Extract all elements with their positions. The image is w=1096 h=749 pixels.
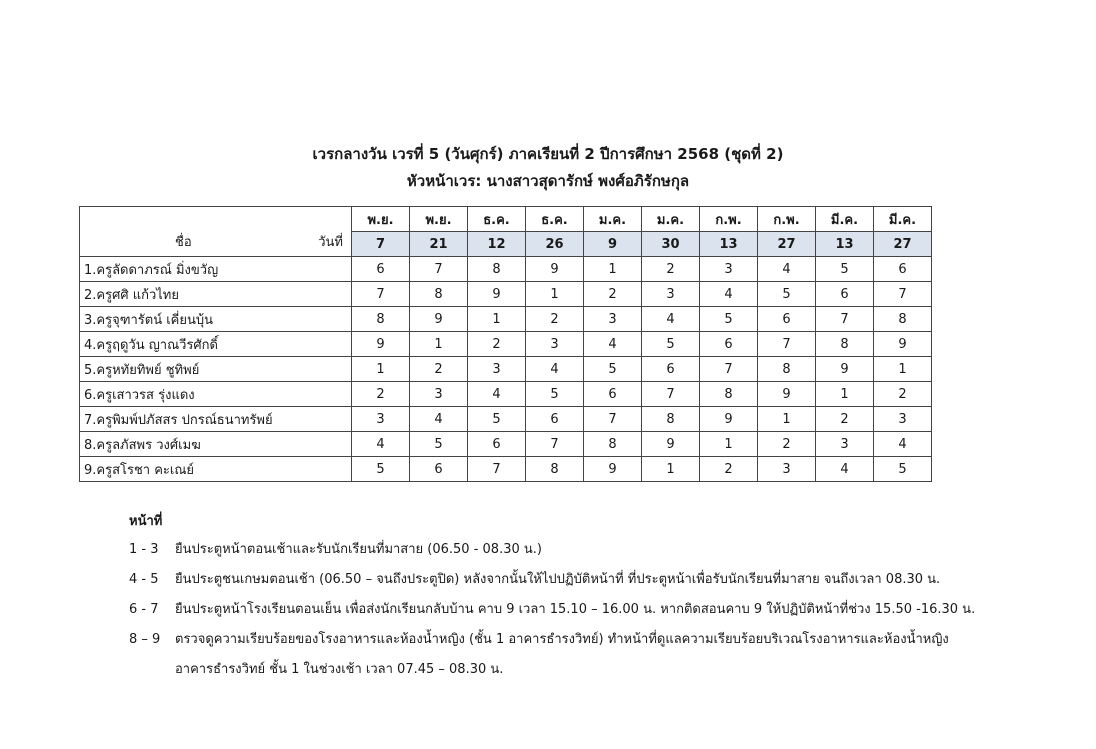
duty-number-cell: 8 <box>816 332 874 357</box>
duty-number-cell: 1 <box>642 457 700 482</box>
day-header: 7 <box>352 232 410 257</box>
month-header: ธ.ค. <box>468 207 526 232</box>
day-header: 27 <box>874 232 932 257</box>
duty-number-cell: 8 <box>468 257 526 282</box>
teacher-name-cell: 8.ครูลภัสพร วงศ์เมฆ <box>80 432 352 457</box>
duty-number-cell: 9 <box>352 332 410 357</box>
day-column-label: วันที่ <box>318 235 343 250</box>
duty-number-cell: 3 <box>642 282 700 307</box>
duty-number-cell: 5 <box>700 307 758 332</box>
day-header: 27 <box>758 232 816 257</box>
duty-number-cell: 5 <box>410 432 468 457</box>
duty-number-cell: 6 <box>700 332 758 357</box>
duty-number-cell: 9 <box>642 432 700 457</box>
duty-number-cell: 1 <box>874 357 932 382</box>
duty-number-cell: 9 <box>468 282 526 307</box>
duty-number-cell: 7 <box>468 457 526 482</box>
teacher-name-cell: 3.ครูจุฑารัตน์ เคี่ยนบุ้น <box>80 307 352 332</box>
duty-item <box>129 632 975 648</box>
duty-text: ยืนประตูชนเกษมตอนเช้า (06.50 – จนถึงประตูปิด) หลังจากนั้นให้ไปปฏิบัติหน้าที่ ที่ประตูหน้าเพื่อรับนักเรียนที่มาสาย จนถึงเวลา 08.30 น. <box>175 572 941 587</box>
teacher-name-cell: 1.ครูลัดดาภรณ์ มิ่งขวัญ <box>80 257 352 282</box>
duty-range: 6 - 7 <box>129 602 159 617</box>
duty-number-cell: 3 <box>758 457 816 482</box>
duty-number-cell: 2 <box>526 307 584 332</box>
duty-number-cell: 5 <box>816 257 874 282</box>
duty-number-cell: 4 <box>410 407 468 432</box>
duty-text: ยืนประตูหน้าโรงเรียนตอนเย็น เพื่อส่งนักเรียนกลับบ้าน คาบ 9 เวลา 15.10 – 16.00 น. หากติดสอนคาบ 9 ให้ปฏิบัติหน้าที่ช่วง 15.50 -16.30 น. <box>175 602 976 617</box>
duty-number-cell: 2 <box>758 432 816 457</box>
duty-number-cell: 5 <box>584 357 642 382</box>
day-header: 26 <box>526 232 584 257</box>
duty-number-cell: 3 <box>352 407 410 432</box>
duty-number-cell: 3 <box>874 407 932 432</box>
duty-number-cell: 9 <box>410 307 468 332</box>
month-header: ก.พ. <box>700 207 758 232</box>
duty-number-cell: 4 <box>700 282 758 307</box>
duty-number-cell: 1 <box>700 432 758 457</box>
duty-item <box>129 542 975 558</box>
table-row <box>80 407 932 432</box>
day-header: 12 <box>468 232 526 257</box>
duty-continuation: อาคารธำรงวิทย์ ชั้น 1 ในช่วงเช้า เวลา 07.45 – 08.30 น. <box>175 662 504 677</box>
duty-number-cell: 3 <box>700 257 758 282</box>
duty-number-cell: 9 <box>816 357 874 382</box>
duty-number-cell: 6 <box>816 282 874 307</box>
duty-number-cell: 2 <box>352 382 410 407</box>
table-row <box>80 432 932 457</box>
duty-number-cell: 4 <box>584 332 642 357</box>
duty-number-cell: 8 <box>410 282 468 307</box>
duty-number-cell: 8 <box>584 432 642 457</box>
day-header: 9 <box>584 232 642 257</box>
duty-number-cell: 1 <box>816 382 874 407</box>
duty-number-cell: 1 <box>584 257 642 282</box>
month-header: ธ.ค. <box>526 207 584 232</box>
duty-number-cell: 4 <box>468 382 526 407</box>
month-header: มี.ค. <box>874 207 932 232</box>
duty-number-cell: 4 <box>758 257 816 282</box>
duty-number-cell: 5 <box>758 282 816 307</box>
duty-schedule-table <box>79 206 932 482</box>
duty-number-cell: 8 <box>700 382 758 407</box>
duty-number-cell: 2 <box>700 457 758 482</box>
table-row <box>80 282 932 307</box>
table-row <box>80 307 932 332</box>
duty-number-cell: 1 <box>468 307 526 332</box>
duty-item <box>129 602 975 618</box>
duty-number-cell: 4 <box>642 307 700 332</box>
table-row <box>80 357 932 382</box>
duty-number-cell: 4 <box>526 357 584 382</box>
month-header: พ.ย. <box>352 207 410 232</box>
duty-number-cell: 7 <box>352 282 410 307</box>
duty-number-cell: 7 <box>410 257 468 282</box>
day-header: 13 <box>700 232 758 257</box>
duty-range: 1 - 3 <box>129 542 159 557</box>
duty-number-cell: 7 <box>700 357 758 382</box>
month-header: มี.ค. <box>816 207 874 232</box>
duty-number-cell: 9 <box>584 457 642 482</box>
duty-number-cell: 8 <box>352 307 410 332</box>
month-header: ก.พ. <box>758 207 816 232</box>
table-row <box>80 332 932 357</box>
duty-number-cell: 2 <box>816 407 874 432</box>
teacher-name-cell: 9.ครูสโรชา คะเณย์ <box>80 457 352 482</box>
head-teacher: หัวหน้าเวร: นางสาวสุดารักษ์ พงศ์อภิรักษกุล <box>406 172 690 190</box>
duty-number-cell: 3 <box>584 307 642 332</box>
duty-text: ตรวจดูความเรียบร้อยของโรงอาหารและห้องน้ำหญิง (ชั้น 1 อาคารธำรงวิทย์) ทำหน้าที่ดูแลความเรียบร้อยบริเวณโรงอาหารและห้องน้ำหญิง <box>175 632 949 647</box>
duty-number-cell: 6 <box>642 357 700 382</box>
duty-number-cell: 6 <box>410 457 468 482</box>
duty-number-cell: 2 <box>584 282 642 307</box>
duty-item <box>129 572 975 588</box>
duty-number-cell: 8 <box>758 357 816 382</box>
month-header: ม.ค. <box>584 207 642 232</box>
duty-range: 8 – 9 <box>129 632 161 647</box>
duty-number-cell: 6 <box>758 307 816 332</box>
duty-number-cell: 7 <box>642 382 700 407</box>
month-header: พ.ย. <box>410 207 468 232</box>
duty-number-cell: 9 <box>874 332 932 357</box>
duty-number-cell: 1 <box>352 357 410 382</box>
duty-number-cell: 6 <box>874 257 932 282</box>
duty-number-cell: 2 <box>874 382 932 407</box>
duty-number-cell: 2 <box>642 257 700 282</box>
duties-section <box>129 514 975 678</box>
duty-number-cell: 3 <box>526 332 584 357</box>
duty-number-cell: 9 <box>700 407 758 432</box>
duty-number-cell: 5 <box>526 382 584 407</box>
day-header: 30 <box>642 232 700 257</box>
duty-number-cell: 7 <box>816 307 874 332</box>
teacher-name-cell: 5.ครูหทัยทิพย์ ชูทิพย์ <box>80 357 352 382</box>
duty-number-cell: 6 <box>526 407 584 432</box>
duty-number-cell: 3 <box>816 432 874 457</box>
table-row <box>80 382 932 407</box>
duty-number-cell: 5 <box>352 457 410 482</box>
month-header-row <box>80 207 932 232</box>
duty-number-cell: 3 <box>410 382 468 407</box>
duty-number-cell: 4 <box>874 432 932 457</box>
duty-number-cell: 5 <box>642 332 700 357</box>
day-header: 21 <box>410 232 468 257</box>
duty-number-cell: 9 <box>526 257 584 282</box>
duties-heading: หน้าที่ <box>129 514 163 529</box>
duty-range: 4 - 5 <box>129 572 159 587</box>
duty-number-cell: 4 <box>816 457 874 482</box>
duty-number-cell: 8 <box>526 457 584 482</box>
duty-number-cell: 3 <box>468 357 526 382</box>
duty-number-cell: 1 <box>526 282 584 307</box>
table-row <box>80 257 932 282</box>
duty-number-cell: 6 <box>468 432 526 457</box>
month-header: ม.ค. <box>642 207 700 232</box>
duty-number-cell: 8 <box>642 407 700 432</box>
duty-number-cell: 1 <box>758 407 816 432</box>
page-title: เวรกลางวัน เวรที่ 5 (วันศุกร์) ภาคเรียนที่ 2 ปีการศึกษา 2568 (ชุดที่ 2) <box>312 145 784 163</box>
duty-number-cell: 7 <box>874 282 932 307</box>
duty-number-cell: 2 <box>468 332 526 357</box>
duty-number-cell: 5 <box>874 457 932 482</box>
name-column-label: ชื่อ <box>175 235 192 250</box>
duty-number-cell: 2 <box>410 357 468 382</box>
duty-number-cell: 8 <box>874 307 932 332</box>
teacher-name-cell: 6.ครูเสาวรส รุ่งแดง <box>80 382 352 407</box>
duty-text: ยืนประตูหน้าตอนเช้าและรับนักเรียนที่มาสาย (06.50 - 08.30 น.) <box>175 542 542 557</box>
duty-number-cell: 6 <box>584 382 642 407</box>
duty-number-cell: 1 <box>410 332 468 357</box>
duty-number-cell: 7 <box>584 407 642 432</box>
duty-number-cell: 5 <box>468 407 526 432</box>
duty-number-cell: 7 <box>758 332 816 357</box>
duty-number-cell: 9 <box>758 382 816 407</box>
duty-number-cell: 6 <box>352 257 410 282</box>
teacher-name-cell: 7.ครูพิมพ์ปภัสสร ปกรณ์ธนาทรัพย์ <box>80 407 352 432</box>
day-header: 13 <box>816 232 874 257</box>
name-day-header <box>80 207 352 257</box>
teacher-name-cell: 4.ครูฤดูวัน ญาณวีรศักดิ์ <box>80 332 352 357</box>
duty-number-cell: 4 <box>352 432 410 457</box>
table-row <box>80 457 932 482</box>
teacher-name-cell: 2.ครูศศิ แก้วไทย <box>80 282 352 307</box>
duty-number-cell: 7 <box>526 432 584 457</box>
